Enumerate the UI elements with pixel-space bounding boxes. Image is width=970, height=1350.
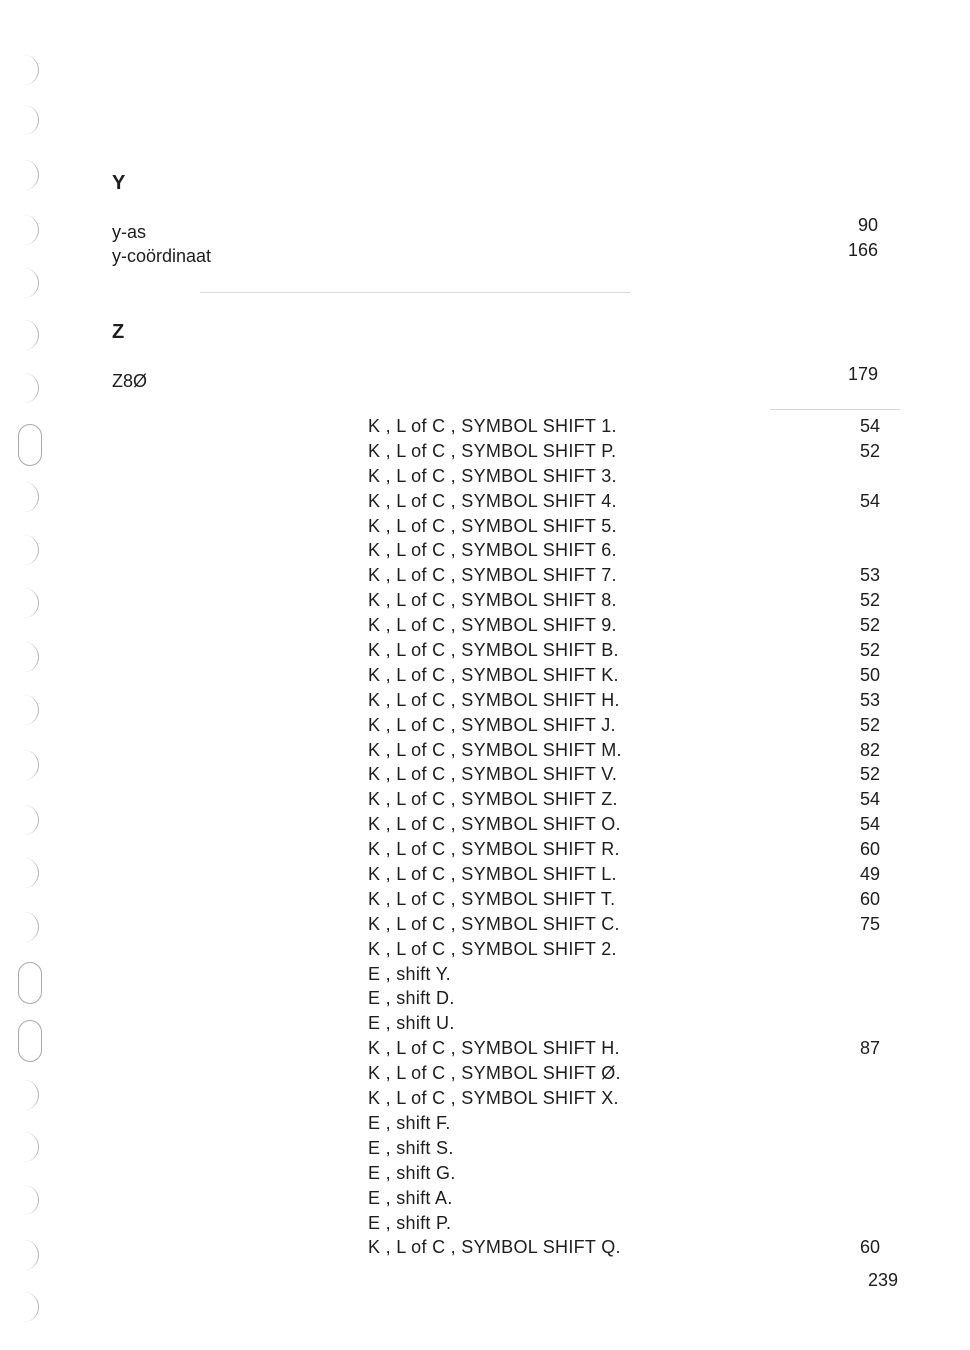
binder-hole bbox=[22, 695, 39, 725]
key-sequence: K , L of C , SYMBOL SHIFT 4. bbox=[368, 490, 617, 511]
key-row bbox=[368, 638, 888, 663]
section-letter-y: Y bbox=[112, 172, 126, 194]
key-page-number: 52 bbox=[859, 440, 880, 461]
index-page: 166 bbox=[847, 240, 878, 260]
key-row bbox=[368, 464, 888, 489]
bleed-through-rule bbox=[200, 292, 630, 293]
key-row bbox=[368, 514, 888, 539]
key-sequence: K , L of C , SYMBOL SHIFT 8. bbox=[368, 590, 617, 611]
key-sequence: K , L of C , SYMBOL SHIFT 2. bbox=[368, 938, 617, 959]
key-sequence: E , shift U. bbox=[368, 1013, 455, 1034]
key-page-number: 52 bbox=[859, 714, 880, 735]
key-sequence: K , L of C , SYMBOL SHIFT K. bbox=[368, 664, 619, 685]
key-page-number: 60 bbox=[859, 1237, 880, 1258]
key-row bbox=[368, 887, 888, 912]
key-sequence: K , L of C , SYMBOL SHIFT H. bbox=[368, 1038, 620, 1059]
binder-hole bbox=[22, 1240, 39, 1270]
key-sequence: K , L of C , SYMBOL SHIFT V. bbox=[368, 764, 618, 785]
key-page-number: 52 bbox=[859, 590, 880, 611]
key-row bbox=[368, 1086, 888, 1111]
key-row bbox=[368, 986, 888, 1011]
binder-hole bbox=[22, 1292, 39, 1322]
binder-hole bbox=[22, 805, 39, 835]
key-row bbox=[368, 738, 888, 763]
binder-hole bbox=[22, 642, 39, 672]
binder-hole bbox=[22, 268, 39, 298]
key-page-number: 54 bbox=[859, 490, 880, 511]
key-row bbox=[368, 1136, 888, 1161]
key-page-number: 52 bbox=[859, 764, 880, 785]
key-row bbox=[368, 1235, 888, 1260]
key-sequence: K , L of C , SYMBOL SHIFT L. bbox=[368, 864, 617, 885]
key-page-number: 54 bbox=[859, 814, 880, 835]
key-page-number: 52 bbox=[859, 615, 880, 636]
key-sequence: K , L of C , SYMBOL SHIFT 1. bbox=[368, 416, 617, 436]
key-row bbox=[368, 688, 888, 713]
key-sequence: K , L of C , SYMBOL SHIFT Z. bbox=[368, 789, 618, 810]
key-page-number: 54 bbox=[859, 416, 880, 436]
key-sequence: K , L of C , SYMBOL SHIFT Q. bbox=[368, 1237, 621, 1258]
binder-hole bbox=[22, 912, 39, 942]
key-row bbox=[368, 937, 888, 962]
key-sequence: E , shift F. bbox=[368, 1112, 451, 1133]
key-row bbox=[368, 588, 888, 613]
index-term: Z8Ø bbox=[112, 371, 148, 391]
index-page: 179 bbox=[847, 364, 878, 384]
binder-hole bbox=[22, 858, 39, 888]
binder-hole bbox=[22, 482, 39, 512]
key-page-number: 53 bbox=[859, 689, 880, 710]
key-row bbox=[368, 1036, 888, 1061]
key-row bbox=[368, 663, 888, 688]
key-sequence: E , shift G. bbox=[368, 1162, 456, 1183]
binder-hole bbox=[22, 588, 39, 618]
key-row bbox=[368, 1161, 888, 1186]
binder-hole bbox=[22, 55, 39, 85]
bleed-through-rule bbox=[770, 409, 900, 410]
key-page-number: 49 bbox=[859, 864, 880, 885]
key-sequence: E , shift A. bbox=[368, 1187, 453, 1208]
key-row bbox=[368, 1211, 888, 1236]
index-term: y-coördinaat bbox=[112, 246, 212, 266]
key-row bbox=[368, 613, 888, 638]
key-row bbox=[368, 1061, 888, 1086]
key-row bbox=[368, 812, 888, 837]
key-sequence: E , shift P. bbox=[368, 1212, 452, 1233]
key-sequence: K , L of C , SYMBOL SHIFT X. bbox=[368, 1088, 619, 1109]
key-sequence: K , L of C , SYMBOL SHIFT 7. bbox=[368, 565, 617, 586]
key-page-number: 54 bbox=[859, 789, 880, 810]
key-row bbox=[368, 862, 888, 887]
key-sequence: K , L of C , SYMBOL SHIFT 9. bbox=[368, 615, 617, 636]
key-row bbox=[368, 713, 888, 738]
binder-hole bbox=[22, 1080, 39, 1110]
key-sequence: K , L of C , SYMBOL SHIFT 3. bbox=[368, 465, 617, 486]
key-page-number: 60 bbox=[859, 888, 880, 909]
key-sequence: K , L of C , SYMBOL SHIFT O. bbox=[368, 814, 621, 835]
section-letter-z: Z bbox=[112, 321, 125, 343]
key-sequence: K , L of C , SYMBOL SHIFT R. bbox=[368, 839, 620, 860]
key-sequence: K , L of C , SYMBOL SHIFT M. bbox=[368, 739, 622, 760]
binder-hole bbox=[18, 962, 42, 1004]
key-page-number: 75 bbox=[859, 913, 880, 934]
key-sequence: E , shift D. bbox=[368, 988, 455, 1009]
key-page-number: 87 bbox=[859, 1038, 880, 1059]
key-row bbox=[368, 762, 888, 787]
key-row bbox=[368, 1186, 888, 1211]
index-page: 90 bbox=[857, 215, 878, 235]
key-sequence: K , L of C , SYMBOL SHIFT H. bbox=[368, 689, 620, 710]
binder-hole bbox=[22, 535, 39, 565]
key-sequence: K , L of C , SYMBOL SHIFT B. bbox=[368, 640, 619, 661]
key-sequence: E , shift Y. bbox=[368, 963, 451, 984]
binder-hole bbox=[22, 750, 39, 780]
key-page-number: 60 bbox=[859, 839, 880, 860]
key-sequence: K , L of C , SYMBOL SHIFT 5. bbox=[368, 515, 617, 536]
key-combination-list bbox=[368, 414, 888, 1260]
key-row bbox=[368, 489, 888, 514]
page-number: 239 bbox=[867, 1270, 898, 1290]
binder-hole bbox=[18, 424, 42, 466]
key-page-number: 52 bbox=[859, 640, 880, 661]
key-page-number: 53 bbox=[859, 565, 880, 586]
binder-hole bbox=[22, 1185, 39, 1215]
binder-hole bbox=[22, 373, 39, 403]
key-row bbox=[368, 837, 888, 862]
key-sequence: K , L of C , SYMBOL SHIFT Ø. bbox=[368, 1063, 621, 1084]
binder-hole bbox=[22, 105, 39, 135]
key-row bbox=[368, 563, 888, 588]
key-sequence: K , L of C , SYMBOL SHIFT T. bbox=[368, 888, 616, 909]
key-page-number: 50 bbox=[859, 664, 880, 685]
binder-hole bbox=[22, 160, 39, 190]
key-row bbox=[368, 414, 888, 439]
key-sequence: K , L of C , SYMBOL SHIFT 6. bbox=[368, 540, 617, 561]
binder-hole bbox=[22, 1132, 39, 1162]
key-row bbox=[368, 962, 888, 987]
key-row bbox=[368, 1011, 888, 1036]
key-sequence: K , L of C , SYMBOL SHIFT C. bbox=[368, 913, 620, 934]
key-row bbox=[368, 1111, 888, 1136]
key-sequence: K , L of C , SYMBOL SHIFT P. bbox=[368, 440, 617, 461]
index-term: y-as bbox=[112, 222, 147, 242]
key-row bbox=[368, 538, 888, 563]
binder-hole bbox=[22, 320, 39, 350]
key-sequence: K , L of C , SYMBOL SHIFT J. bbox=[368, 714, 616, 735]
key-row bbox=[368, 912, 888, 937]
key-row bbox=[368, 787, 888, 812]
key-sequence: E , shift S. bbox=[368, 1137, 454, 1158]
binder-hole bbox=[22, 215, 39, 245]
key-row bbox=[368, 439, 888, 464]
binder-hole bbox=[18, 1020, 42, 1062]
key-page-number: 82 bbox=[859, 739, 880, 760]
